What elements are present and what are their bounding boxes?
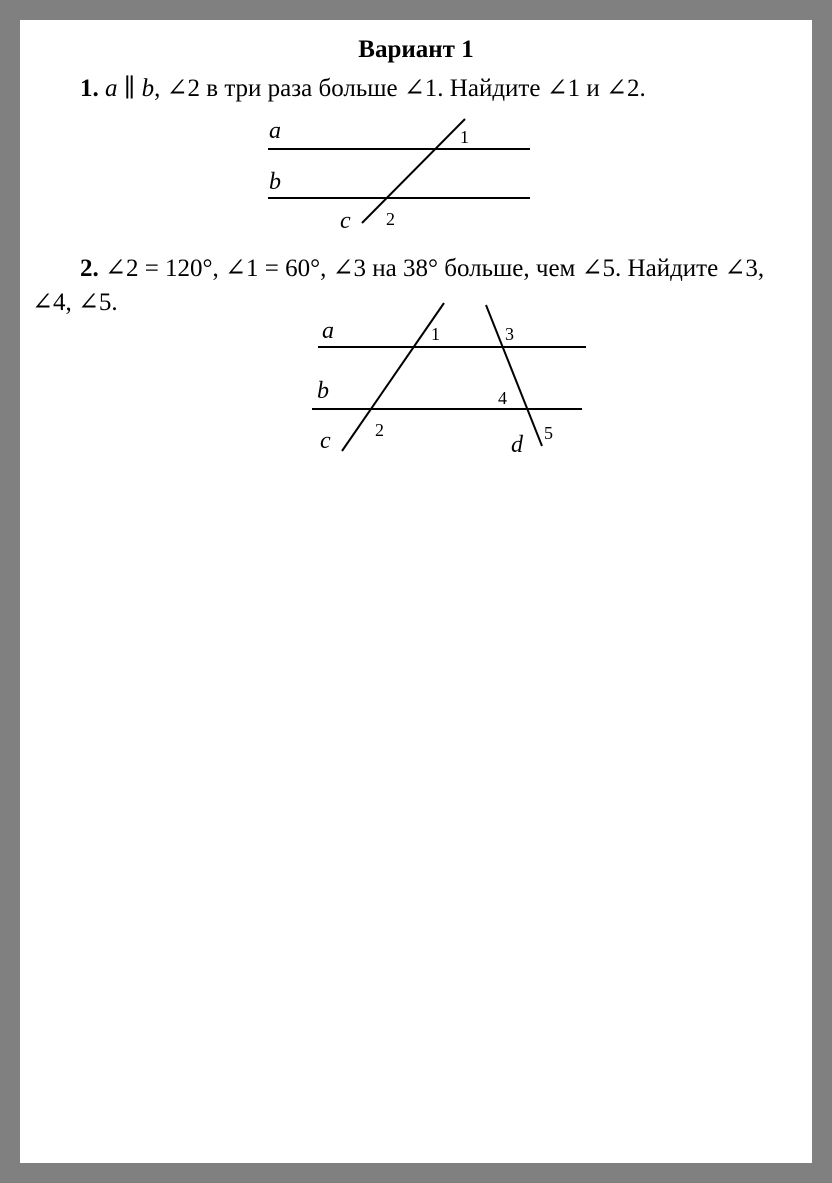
task-1-text: , ∠2 в три раза больше ∠1. Найдите ∠1 и ∠2.: [154, 75, 646, 102]
figure-2-line-d: [486, 305, 542, 446]
task-2-number: 2.: [80, 255, 99, 282]
variant-title: Вариант 1: [358, 36, 474, 63]
figure-1: [268, 118, 530, 234]
figure-2: [312, 303, 586, 458]
figure-1-angle-2: 2: [386, 209, 395, 229]
figures-canvas: [20, 20, 812, 1163]
task-2: [32, 252, 787, 320]
figure-2-label-c: c: [320, 428, 331, 454]
task-1-number: 1.: [80, 75, 99, 102]
figure-1-label-a: a: [269, 118, 281, 144]
figure-2-angle-4: 4: [498, 388, 507, 408]
figure-2-angle-3: 3: [505, 324, 514, 344]
figure-2-line-c: [342, 303, 444, 451]
task-1-parallel-sign: ∥: [117, 75, 142, 102]
figure-1-label-b: b: [269, 169, 281, 195]
figure-2-angle-5: 5: [544, 423, 553, 443]
figure-2-label-b: b: [317, 378, 329, 404]
figure-1-line-c: [362, 119, 465, 223]
task-1-var-b: b: [141, 75, 155, 102]
worksheet-page: [20, 20, 812, 1163]
figure-2-label-a: a: [322, 318, 334, 344]
task-2-text: ∠2 = 120°, ∠1 = 60°, ∠3 на 38° больше, чем ∠5. Найдите ∠3, ∠4, ∠5.: [32, 255, 765, 316]
task-1-var-a: a: [105, 75, 118, 102]
figure-2-angle-1: 1: [431, 324, 440, 344]
figure-1-label-c: c: [340, 208, 351, 234]
figure-1-angle-1: 1: [460, 127, 469, 147]
figure-2-angle-2: 2: [375, 420, 384, 440]
figure-2-label-d: d: [511, 432, 523, 458]
